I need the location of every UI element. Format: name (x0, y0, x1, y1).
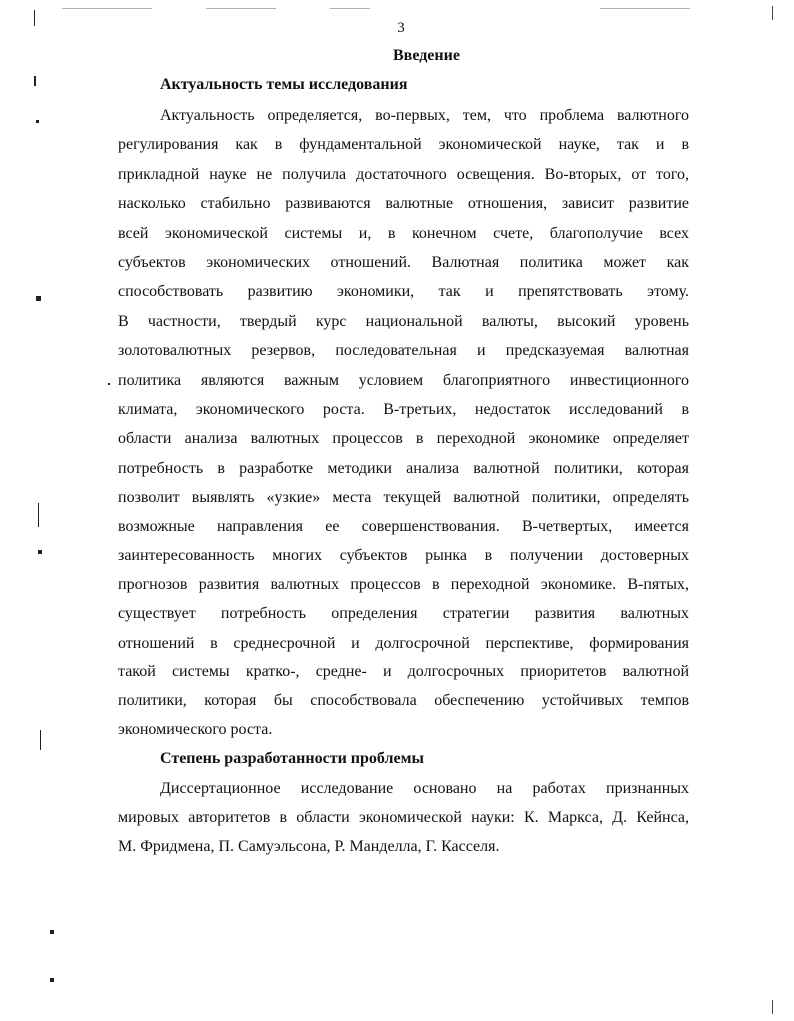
paragraph-line: такой системы кратко-, средне- и долгосрочных приоритетов валютной (118, 663, 689, 680)
paragraph-line: прикладной науке не получила достаточного освещения. Во-вторых, от того, (118, 166, 689, 183)
page-number: 3 (397, 20, 405, 36)
paragraph-line: субъектов экономических отношений. Валютная политика может как (118, 254, 689, 271)
paragraph-line: экономического роста. (118, 721, 273, 738)
paragraph-line: заинтересованность многих субъектов рынка в получении достоверных (118, 547, 689, 564)
scan-artifact-top-line (62, 8, 152, 9)
paragraph-line: потребность в разработке методики анализа валютной политики, которая (118, 460, 689, 477)
paragraph-line: прогнозов развития валютных процессов в переходной экономике. В-пятых, (118, 576, 689, 593)
paragraph-line: М. Фридмена, П. Самуэльсона, Р. Манделла, Г. Касселя. (118, 838, 500, 855)
paragraph-line: Диссертационное исследование основано на работах признанных (160, 780, 689, 797)
scan-artifact-top-line (600, 8, 690, 9)
scan-artifact-left-mark (108, 383, 110, 385)
paragraph-line: насколько стабильно развиваются валютные отношения, зависит развитие (118, 195, 689, 212)
section-heading: Актуальность темы исследования (160, 76, 408, 93)
scan-artifact-right-mark (772, 1000, 773, 1014)
paragraph-line: области анализа валютных процессов в переходной экономике определяет (118, 430, 689, 447)
scan-artifact-left-mark (38, 550, 42, 554)
paragraph-line: позволит выявлять «узкие» места текущей валютной политики, определять (118, 489, 689, 506)
scan-artifact-right-mark (772, 6, 773, 20)
paragraph-line: всей экономической системы и, в конечном счете, благополучие всех (118, 225, 689, 242)
paragraph-line: политики, которая бы способствовала обеспечению устойчивых темпов (118, 692, 689, 709)
scan-artifact-left-mark (34, 76, 36, 86)
scan-artifact-left-mark (50, 978, 54, 982)
paragraph-line: мировых авторитетов в области экономической науки: К. Маркса, Д. Кейнса, (118, 809, 689, 826)
paragraph-line: регулирования как в фундаментальной экономической науке, так и в (118, 136, 689, 153)
paragraph-line: возможные направления ее совершенствования. В-четвертых, имеется (118, 518, 689, 535)
scan-artifact-left-mark (36, 120, 39, 123)
paragraph-line: политика являются важным условием благоприятного инвестиционного (118, 372, 689, 389)
scan-artifact-left-mark (38, 503, 39, 527)
paragraph-line: климата, экономического роста. В-третьих, недостаток исследований в (118, 401, 689, 418)
paragraph-line: В частности, твердый курс национальной валюты, высокий уровень (118, 313, 689, 330)
paragraph-line: золотовалютных резервов, последовательная и предсказуемая валютная (118, 342, 689, 359)
scan-artifact-left-mark (50, 930, 54, 934)
paragraph-line: существует потребность определения стратегии развития валютных (118, 605, 689, 622)
scan-artifact-top-line (206, 8, 276, 9)
scan-artifact-left-mark (40, 730, 41, 750)
scan-artifact-left-mark (36, 296, 41, 301)
paragraph-line: отношений в среднесрочной и долгосрочной перспективе, формирования (118, 635, 689, 652)
page-title: Введение (393, 47, 460, 64)
paragraph-line: Актуальность определяется, во-первых, тем, что проблема валютного (160, 107, 689, 124)
paragraph-line: способствовать развитию экономики, так и препятствовать этому. (118, 283, 689, 300)
section-heading: Степень разработанности проблемы (160, 750, 424, 767)
scan-artifact-top-line (330, 8, 370, 9)
